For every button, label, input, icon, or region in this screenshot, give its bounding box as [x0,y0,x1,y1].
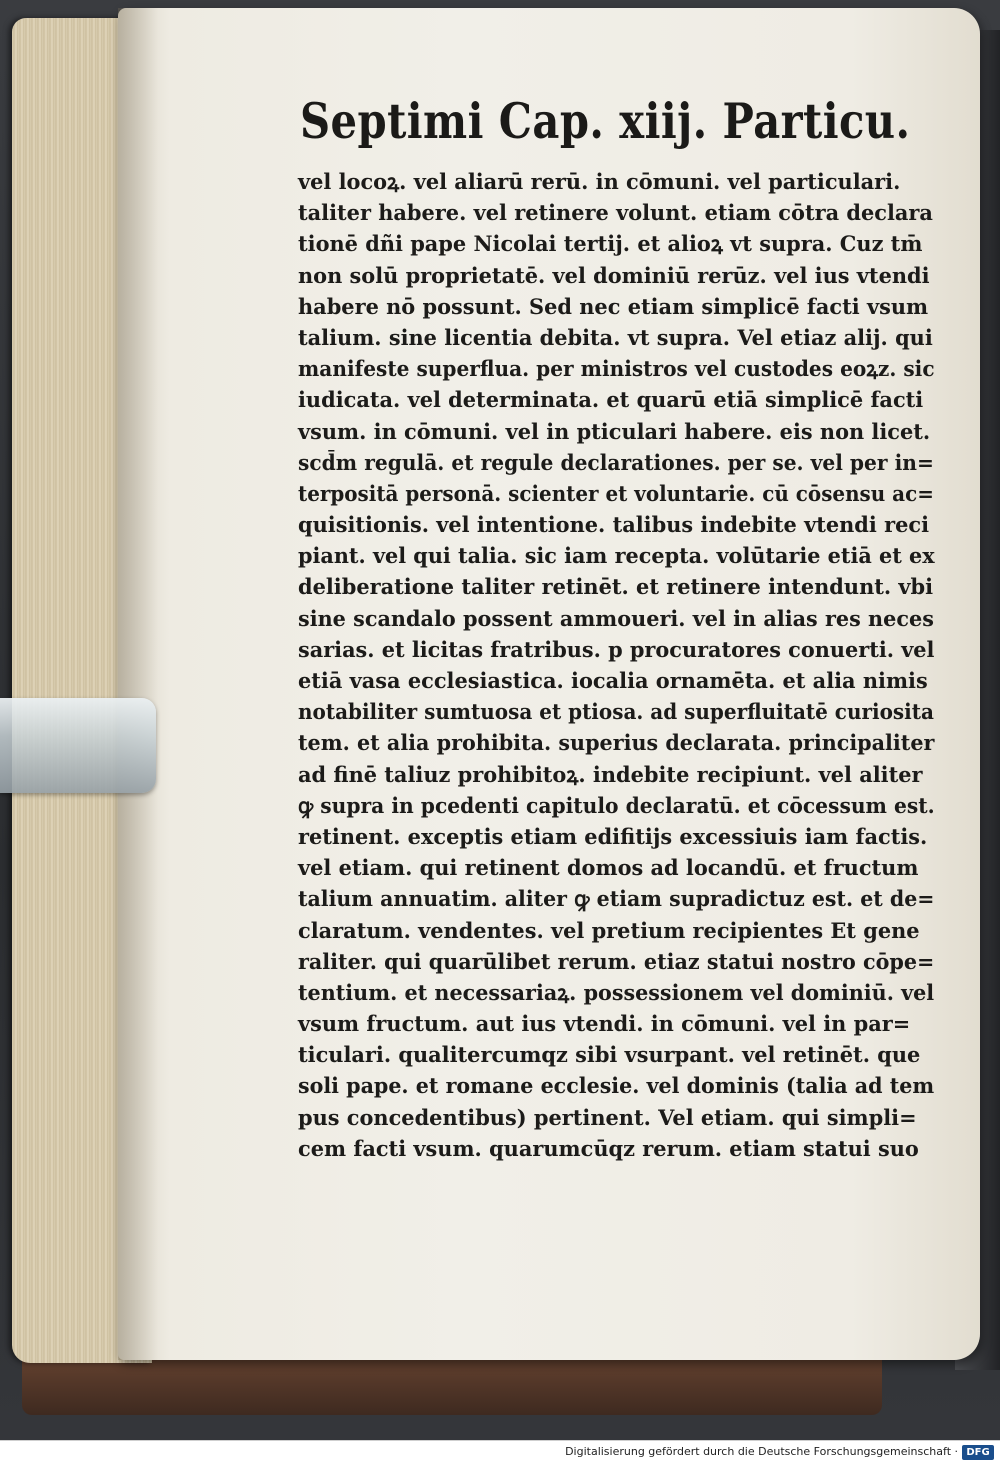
text-line: scd̄m regulā. et regule declarationes. per se. vel per in= [298,449,934,475]
text-line: vel locoꝝ. vel aliarū rerū. in cōmuni. vel particulari. [298,169,901,194]
text-line: iudicata. vel determinata. et quarū etiā simplicē facti [298,387,924,413]
text-line: tentium. et necessariaꝝ. possessionem vel dominiū. vel [298,979,935,1005]
text-line: vsum fructum. aut ius vtendi. in cōmuni. vel in par= [298,1011,911,1037]
text-line: claratum. vendentes. vel pretium recipientes Et gene [298,917,920,943]
text-line: ticulari. qualitercumqz sibi vsurpant. vel retinēt. que [298,1042,921,1068]
bleed-through-text [292,1116,298,1137]
text-line: deliberatione taliter retinēt. et retinere intendunt. vbi [298,574,934,600]
page-holder-clip [0,698,156,793]
page-gutter-shadow [118,8,158,1360]
text-line: tem. et alia prohibita. superius declarata. principaliter [298,730,935,756]
text-line: taliter habere. vel retinere volunt. etiam cōtra declara [298,200,933,226]
bleed-through-signature [318,1148,324,1169]
text-line: etiā vasa ecclesiastica. iocalia ornamēta. et alia nimis [298,668,928,693]
text-line: quisitionis. vel intentione. talibus indebite vtendi reci [298,512,930,538]
text-line: talium. sine licentia debita. vt supra. Vel etiaz alij. qui [298,324,933,350]
digitization-footer [0,1440,1000,1464]
text-line: manifeste superflua. per ministros vel custodes eoꝝz. sic [298,356,935,382]
text-line: sarias. et licitas fratribus. p procuratores conuerti. vel [298,636,935,662]
text-line: cem facti vsum. quarumcūqz rerum. etiam statui suo [298,1135,919,1161]
text-line: vel etiam. qui retinent domos ad locandū. et fructum [298,855,919,881]
page-text-block [298,166,938,1164]
dfg-logo-icon: DFG [962,1445,994,1460]
text-line: habere nō possunt. Sed nec etiam simplicē facti vsum [298,293,929,319]
text-line: piant. vel qui talia. sic iam recepta. volūtarie etiā et ex [298,543,935,569]
text-line: raliter. qui quarūlibet rerum. etiaz statui nostro cōpe= [298,948,935,974]
text-line: sine scandalo possent ammoueri. vel in alias res neces [298,605,934,631]
text-line: terpositā personā. scienter et voluntarie. cū cōsensu ac= [298,480,934,506]
footer-credit: Digitalisierung gefördert durch die Deutsche Forschungsgemeinschaft · [565,1445,958,1458]
text-line: retinent. exceptis etiam edifitijs excessiuis iam factis. [298,823,928,849]
text-line: tionē dñi pape Nicolai tertij. et alioꝝ vt supra. Cuz tm̄ [298,231,923,257]
text-line: soli pape. et romane ecclesie. vel dominis (talia ad tem [298,1073,935,1099]
text-line: talium annuatim. aliter ꝙ etiam supradictuz est. et de= [298,886,935,912]
text-line: vsum. in cōmuni. vel in pticulari habere. eis non licet. [298,418,931,444]
text-line: ꝙ supra in pcedenti capitulo declaratū. et cōcessum est. [298,792,935,818]
text-line: ad finē taliuz prohibitoꝝ. indebite recipiunt. vel aliter [298,761,923,787]
text-line: pus concedentibus) pertinent. Vel etiam. qui simpli= [298,1104,917,1130]
text-line: notabiliter sumtuosa et ptiosa. ad superfluitatē curiosita [298,699,934,725]
running-title: Septimi Cap. xiij. Particu. [300,92,911,150]
text-line: non solū proprietatē. vel dominiū rerūz. vel ius vtendi [298,262,930,288]
